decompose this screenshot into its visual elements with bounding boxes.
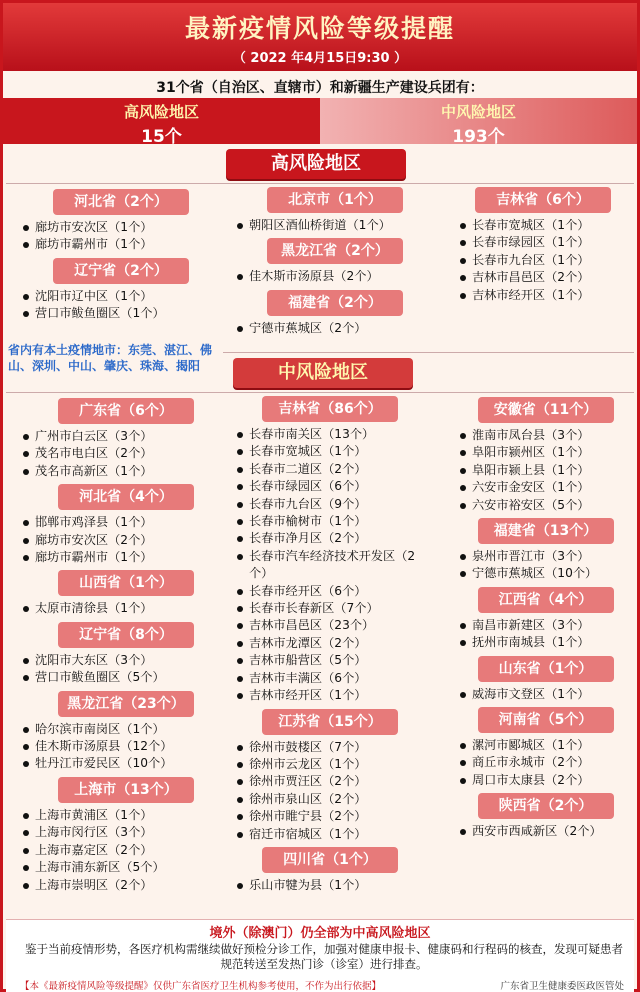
district-item: 泉州市晋江市（3个） xyxy=(458,548,633,565)
district-item: 长春市绿园区（6个） xyxy=(235,478,425,495)
district-item: 长春市长春新区（7个） xyxy=(235,600,425,617)
province-title: 河北省（4个） xyxy=(58,484,194,510)
province-group xyxy=(458,587,633,652)
district-item: 长春市绿园区（1个） xyxy=(458,234,628,251)
province-title: 黑龙江省（23个） xyxy=(58,691,194,717)
district-item: 徐州市鼓楼区（7个） xyxy=(235,739,425,756)
district-list xyxy=(21,600,231,617)
district-item: 宁德市蕉城区（2个） xyxy=(235,320,435,337)
district-item: 长春市二道区（2个） xyxy=(235,461,425,478)
district-item: 吉林市昌邑区（2个） xyxy=(458,269,628,286)
district-list xyxy=(458,823,633,840)
district-list xyxy=(21,428,231,480)
province-title: 上海市（13个） xyxy=(58,777,194,803)
divider xyxy=(223,352,634,353)
province-title: 辽宁省（2个） xyxy=(53,258,189,284)
province-title: 江苏省（15个） xyxy=(262,709,398,735)
district-item: 长春市九台区（9个） xyxy=(235,496,425,513)
district-item: 长春市九台区（1个） xyxy=(458,252,628,269)
district-item: 长春市宽城区（1个） xyxy=(235,443,425,460)
district-item: 宿迁市宿城区（1个） xyxy=(235,826,425,843)
divider xyxy=(6,392,634,393)
summary-high-label: 高风险地区 xyxy=(123,103,199,121)
district-item: 营口市鲅鱼圈区（5个） xyxy=(21,669,231,686)
province-group xyxy=(458,518,633,583)
province-group xyxy=(235,187,435,234)
summary-high xyxy=(3,98,320,147)
province-group xyxy=(458,707,633,789)
mid-column-3 xyxy=(458,397,633,845)
footer-disclaimer: 【本《最新疫情风险等级提醒》仅供广东省医疗卫生机构参考使用，不作为出行依据】 xyxy=(20,981,382,992)
province-group xyxy=(21,777,231,894)
district-list xyxy=(458,737,633,789)
district-item: 广州市白云区（3个） xyxy=(21,428,231,445)
district-item: 吉林市龙潭区（2个） xyxy=(235,635,425,652)
summary-high-count: 15个 xyxy=(141,127,182,147)
province-group xyxy=(235,709,425,843)
province-group xyxy=(21,484,231,566)
province-title: 辽宁省（8个） xyxy=(58,622,194,648)
province-group xyxy=(458,656,633,703)
mid-column-2 xyxy=(235,396,425,898)
footer xyxy=(6,919,634,992)
district-item: 六安市金安区（1个） xyxy=(458,479,633,496)
district-item: 长春市榆树市（1个） xyxy=(235,513,425,530)
summary-mid xyxy=(320,98,637,147)
summary-mid-count: 193个 xyxy=(452,127,505,147)
province-group xyxy=(21,189,221,254)
province-group xyxy=(21,622,231,687)
district-item: 长春市南关区（13个） xyxy=(235,426,425,443)
district-item: 威海市文登区（1个） xyxy=(458,686,633,703)
local-outbreak-note: 省内有本土疫情地市：东莞、湛江、佛山、深圳、中山、肇庆、珠海、揭阳 xyxy=(8,343,213,373)
province-group xyxy=(458,793,633,840)
district-list xyxy=(458,686,633,703)
district-item: 牡丹江市爱民区（10个） xyxy=(21,755,231,772)
district-item: 南昌市新建区（3个） xyxy=(458,617,633,634)
district-item: 漯河市郾城区（1个） xyxy=(458,737,633,754)
district-list xyxy=(235,320,435,337)
district-item: 佳木斯市汤原县（12个） xyxy=(21,738,231,755)
high-column-3 xyxy=(458,187,628,308)
district-item: 廊坊市安次区（1个） xyxy=(21,219,221,236)
district-item: 徐州市泉山区（2个） xyxy=(235,791,425,808)
district-item: 阜阳市颍州区（1个） xyxy=(458,444,633,461)
province-group xyxy=(21,691,231,773)
footer-title: 境外（除澳门）仍全部为中高风险地区 xyxy=(209,926,431,941)
province-group xyxy=(21,398,231,480)
district-item: 吉林市昌邑区（23个） xyxy=(235,617,425,634)
province-title: 陕西省（2个） xyxy=(478,793,614,819)
district-item: 朝阳区酒仙桥街道（1个） xyxy=(235,217,435,234)
district-item: 阜阳市颍上县（1个） xyxy=(458,462,633,479)
district-item: 吉林市船营区（5个） xyxy=(235,652,425,669)
district-item: 太原市清徐县（1个） xyxy=(21,600,231,617)
divider xyxy=(6,183,634,184)
update-date: （ 2022 年4月15日9:30 ） xyxy=(232,51,408,66)
district-item: 上海市嘉定区（2个） xyxy=(21,842,231,859)
district-item: 上海市浦东新区（5个） xyxy=(21,859,231,876)
district-item: 徐州市云龙区（1个） xyxy=(235,756,425,773)
district-item: 西安市西咸新区（2个） xyxy=(458,823,633,840)
district-item: 吉林市经开区（1个） xyxy=(235,687,425,704)
province-group xyxy=(235,290,435,337)
province-title: 福建省（2个） xyxy=(267,290,403,316)
intro-text: 31个省（自治区、直辖市）和新疆生产建设兵团有： xyxy=(156,80,484,96)
district-item: 长春市汽车经济技术开发区（2个） xyxy=(235,548,425,583)
province-title: 福建省（13个） xyxy=(478,518,614,544)
district-item: 抚州市南城县（1个） xyxy=(458,634,633,651)
district-item: 乐山市犍为县（1个） xyxy=(235,877,425,894)
district-list xyxy=(458,427,633,514)
province-title: 吉林省（6个） xyxy=(475,187,611,213)
province-title: 山西省（1个） xyxy=(58,570,194,596)
district-list xyxy=(21,721,231,773)
district-list xyxy=(458,548,633,583)
district-list xyxy=(235,268,435,285)
page-title: 最新疫情风险等级提醒 xyxy=(184,14,455,43)
district-item: 上海市黄浦区（1个） xyxy=(21,807,231,824)
district-list xyxy=(21,219,221,254)
district-list xyxy=(235,426,425,705)
district-item: 上海市闵行区（3个） xyxy=(21,824,231,841)
province-title: 黑龙江省（2个） xyxy=(267,238,403,264)
district-item: 茂名市高新区（1个） xyxy=(21,463,231,480)
district-item: 徐州市睢宁县（2个） xyxy=(235,808,425,825)
province-group xyxy=(458,397,633,514)
district-item: 廊坊市霸州市（1个） xyxy=(21,236,221,253)
district-list xyxy=(21,288,221,323)
high-column-2 xyxy=(235,187,435,341)
province-group xyxy=(235,847,425,894)
province-group xyxy=(21,258,221,323)
high-column-1 xyxy=(21,189,221,327)
province-title: 河南省（5个） xyxy=(478,707,614,733)
district-item: 吉林市丰满区（6个） xyxy=(235,670,425,687)
province-title: 江西省（4个） xyxy=(478,587,614,613)
district-item: 淮南市凤台县（3个） xyxy=(458,427,633,444)
district-item: 沈阳市大东区（3个） xyxy=(21,652,231,669)
district-list xyxy=(458,217,628,304)
high-risk-section-title: 高风险地区 xyxy=(226,149,406,179)
province-title: 吉林省（86个） xyxy=(262,396,398,422)
header-banner xyxy=(3,3,637,71)
footer-notice: 鉴于当前疫情形势，各医疗机构需继续做好预检分诊工作，加强对健康申报卡、健康码和行程码的核查，发现可疑患者规范转送至发热门诊（诊室）进行排查。 xyxy=(25,942,623,971)
mid-risk-section-title: 中风险地区 xyxy=(233,358,413,388)
district-item: 哈尔滨市南岗区（1个） xyxy=(21,721,231,738)
district-item: 长春市净月区（2个） xyxy=(235,530,425,547)
district-item: 吉林市经开区（1个） xyxy=(458,287,628,304)
district-item: 营口市鲅鱼圈区（1个） xyxy=(21,305,221,322)
district-item: 佳木斯市汤原县（2个） xyxy=(235,268,435,285)
mid-column-1 xyxy=(21,398,231,898)
district-list xyxy=(458,617,633,652)
district-item: 六安市裕安区（5个） xyxy=(458,497,633,514)
district-item: 廊坊市安次区（2个） xyxy=(21,532,231,549)
district-list xyxy=(21,514,231,566)
province-title: 广东省（6个） xyxy=(58,398,194,424)
province-group xyxy=(235,238,435,285)
district-item: 徐州市贾汪区（2个） xyxy=(235,773,425,790)
province-group xyxy=(21,570,231,617)
district-list xyxy=(21,652,231,687)
district-item: 宁德市蕉城区（10个） xyxy=(458,565,633,582)
summary-mid-label: 中风险地区 xyxy=(440,103,516,121)
district-item: 廊坊市霸州市（1个） xyxy=(21,549,231,566)
district-list xyxy=(235,739,425,843)
district-item: 茂名市电白区（2个） xyxy=(21,445,231,462)
district-list xyxy=(21,807,231,894)
district-list xyxy=(235,877,425,894)
district-item: 邯郸市鸡泽县（1个） xyxy=(21,514,231,531)
district-item: 沈阳市辽中区（1个） xyxy=(21,288,221,305)
district-item: 长春市宽城区（1个） xyxy=(458,217,628,234)
province-title: 北京市（1个） xyxy=(267,187,403,213)
province-group xyxy=(458,187,628,304)
district-item: 周口市太康县（2个） xyxy=(458,772,633,789)
district-item: 上海市崇明区（2个） xyxy=(21,877,231,894)
province-title: 安徽省（11个） xyxy=(478,397,614,423)
province-title: 四川省（1个） xyxy=(262,847,398,873)
district-item: 长春市经开区（6个） xyxy=(235,583,425,600)
footer-organization: 广东省卫生健康委医政医管处 xyxy=(500,981,624,992)
province-title: 河北省（2个） xyxy=(53,189,189,215)
district-item: 商丘市永城市（2个） xyxy=(458,754,633,771)
province-group xyxy=(235,396,425,705)
province-title: 山东省（1个） xyxy=(478,656,614,682)
district-list xyxy=(235,217,435,234)
